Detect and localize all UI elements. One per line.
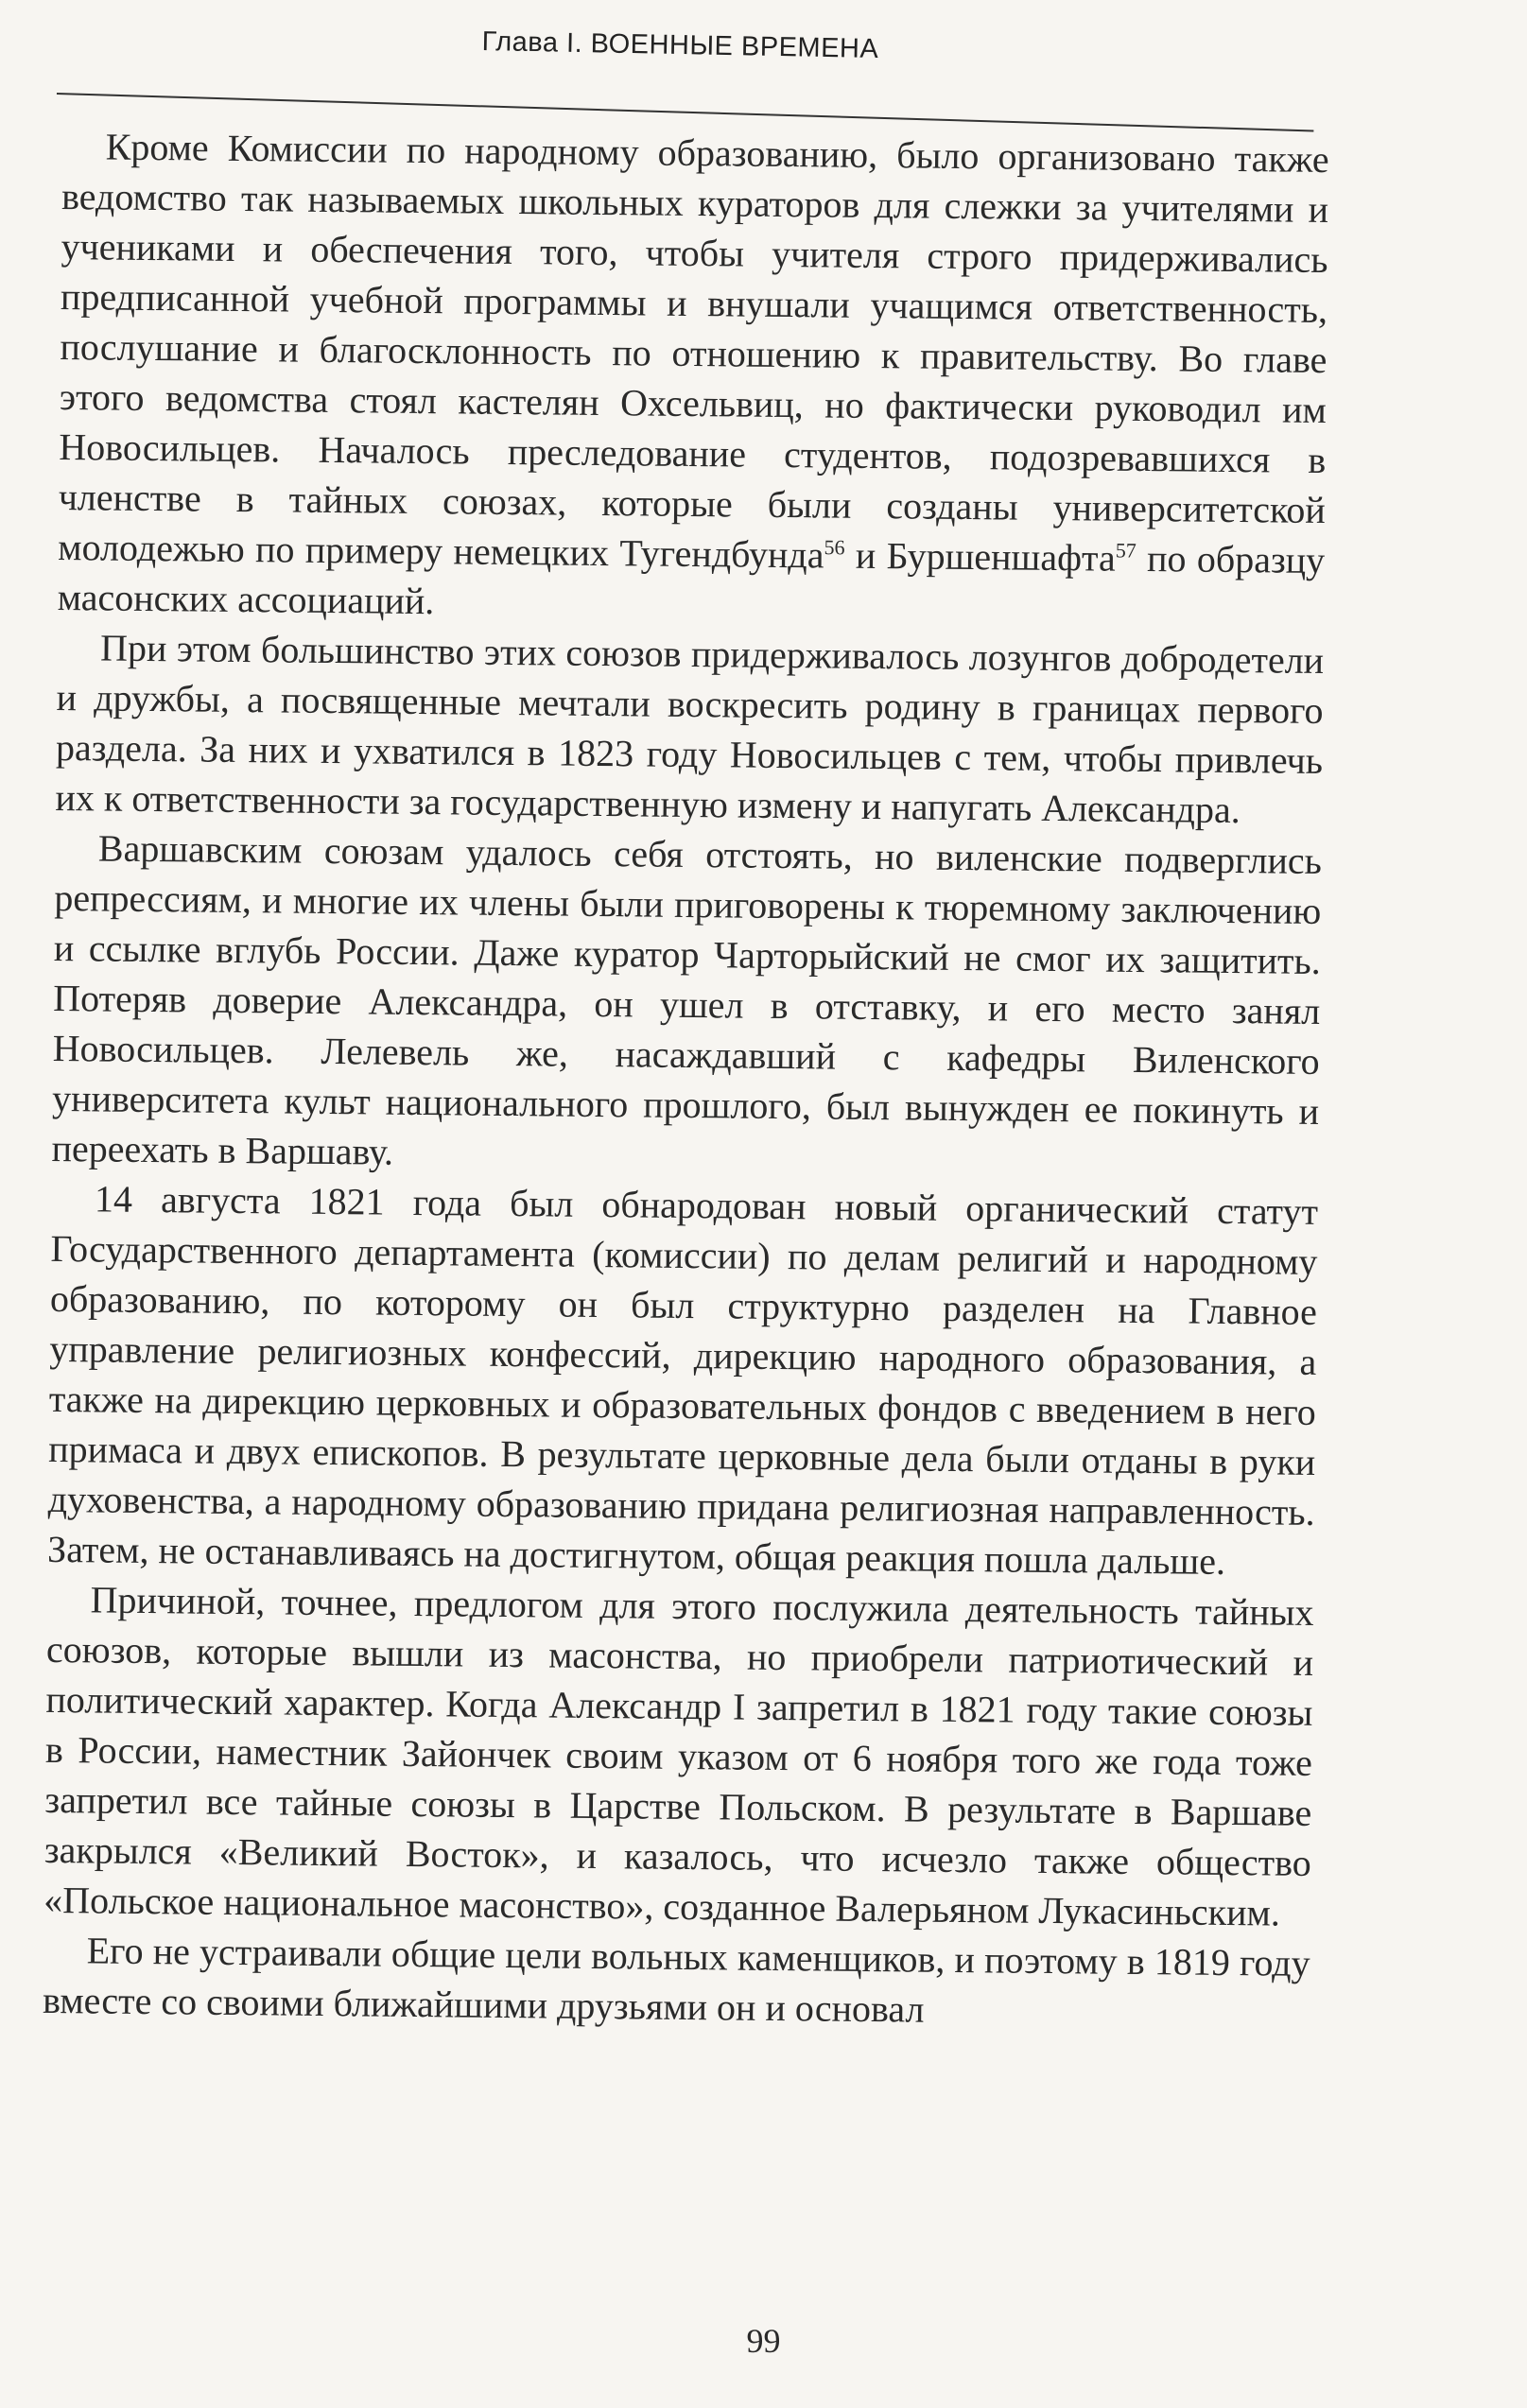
paragraph-1-mid: и Буршеншафта [844,533,1117,580]
footnote-ref-56: 56 [824,535,845,560]
body-text [43,121,1329,2038]
page-number: 99 [746,2322,781,2360]
paragraph-1-tail: по образцу масонских ассоциаций. [57,536,1326,623]
paragraph-4: 14 августа 1821 года был обнародован новый органический статут Государственного департамента (комиссии) по делам религий и народному образованию, по которому он был структурно разделен на Главное управление религиозных конфессий, дирекцию народного образования, а также на дирекцию церковных и образовательных фондов с введением в него примаса и двух епископов. В результате церковные дела были отданы в руки духовенства, а народному образованию придана религиозная направленность. Затем, не останавливаясь на достигнутом, общая реакция пошла дальше. [46,1177,1319,1583]
paragraph-3: Варшавским союзам удалось себя отстоять, но виленские подверглись репрессиям, и многие их члены были приговорены к тюремному заключению и ссылке вглубь России. Даже куратор Чарторыйский не смог их защитить. Потеряв доверие Александра, он ушел в отставку, и его место занял Новосильцев. Лелевель же, насаждавший с кафедры Виленского университета культ национального прошлого, был вынужден ее покинуть и переехать в Варшаву. [51,826,1323,1173]
footnote-ref-57: 57 [1115,538,1137,563]
running-head: Глава I. ВОЕННЫЕ ВРЕМЕНА [481,26,879,65]
paragraph-1 [57,121,1328,635]
paragraph-5: Причиной, точнее, предлогом для этого послужила деятельность тайных союзов, которые вышли из масонства, но приобрели патриотический и политический характер. Когда Александр I запретил в 1821 году такие союзы в России, наместник Зайончек своим указом от 6 ноября того же года тоже запретил все тайные союзы в Царстве Польском. В результате в Варшаве закрылся «Великий Восток», и казалось, что исчезло также общество «Польское национальное масонство», созданное Валерьяном Лукасиньским. [43,1578,1314,1934]
paragraph-2: При этом большинство этих союзов придерживалось лозунгов добродетели и дружбы, а посвященные мечтали воскресить родину в границах первого раздела. За них и ухватился в 1823 году Новосильцев с тем, чтобы привлечь их к ответственности за государственную измену и напугать Александра. [55,626,1325,832]
paragraph-6: Его не устраивали общие цели вольных каменщиков, и поэтому в 1819 году вместе со своими ближайшими друзьями он и основал [42,1929,1310,2031]
paragraph-1-text: Кроме Комиссии по народному образованию, было организовано также ведомство так называемых школьных кураторов для слежки за учителями и учениками и обеспечения того, чтобы учителя строго придерживались предписанной учебной программы и внушали учащимся ответственность, послушание и благосклонность по отношению к правительству. Во главе этого ведомства стоял кастелян Охсельвиц, но фактически руководил им Новосильцев. Началось преследование студентов, подозревавшихся в членстве в тайных союзах, которые были созданы университетской молодежью по примеру немецких Тугендбунда [58,125,1329,577]
